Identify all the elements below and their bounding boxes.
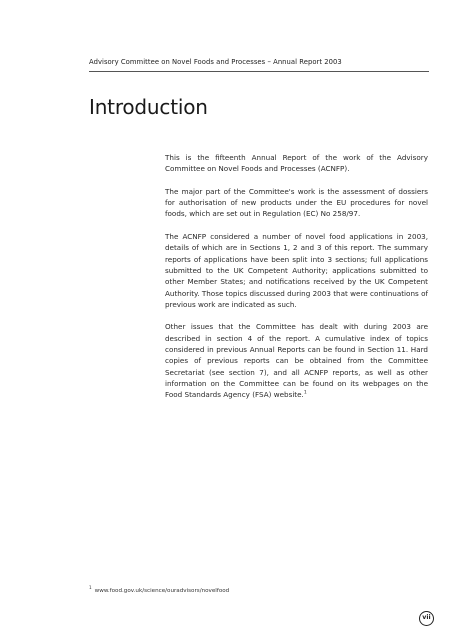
paragraph: The ACNFP considered a number of novel food applications in 2003, details of which are in Sections 1, 2 and 3 of this report. The summary reports of applications have been split into 3 sections; full applications submitted to the UK Competent Authority; applications submitted to other Member States; and notifications received by the UK Competent Authority. Those topics discussed during 2003 that were continuations of previous work are indicated as such. <box>165 232 428 309</box>
paragraph <box>165 321 428 400</box>
page-number: vii <box>422 614 431 622</box>
footnote-text: www.food.gov.uk/science/ouradvisors/novelfood <box>94 587 230 594</box>
paragraph: This is the fifteenth Annual Report of the work of the Advisory Committee on Novel Foods and Processes (ACNFP). <box>165 153 428 174</box>
paragraph: The major part of the Committee's work is the assessment of dossiers for authorisation of new products under the EU procedures for novel foods, which are set out in Regulation (EC) No 258/97. <box>165 186 428 219</box>
page-title: Introduction <box>89 95 208 119</box>
running-header: Advisory Committee on Novel Foods and Processes – Annual Report 2003 <box>89 58 342 66</box>
footnote-marker: 1 <box>89 585 92 590</box>
paragraph-text: Other issues that the Committee has dealt with during 2003 are described in section 4 of the report. A cumulative index of topics considered in previous Annual Reports can be found in Section 11. Hard copies of previous reports can be obtained from the Committee Secretariat (see section 7), and all ACNFP reports, as well as other information on the Committee can be found on its webpages on the Food Standards Agency (FSA) website. <box>165 322 428 400</box>
footnote <box>89 585 229 594</box>
footnote-reference: 1 <box>303 390 307 396</box>
page-number-badge <box>419 611 434 626</box>
header-rule <box>89 71 429 72</box>
body-text <box>165 152 428 412</box>
